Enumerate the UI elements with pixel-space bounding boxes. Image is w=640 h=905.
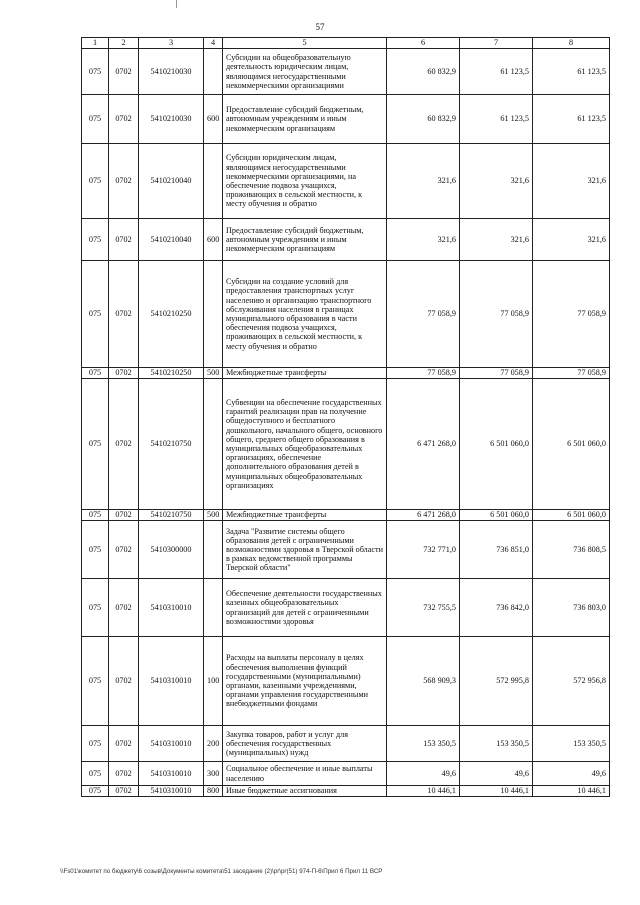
section-code-cell: 0702 — [109, 379, 139, 510]
target-article-cell: 5410210750 — [139, 379, 204, 510]
amount-col8-cell: 6 501 060,0 — [533, 510, 610, 521]
expense-type-cell: 500 — [204, 510, 223, 521]
ministry-code-cell: 075 — [82, 144, 109, 219]
table-row — [82, 144, 610, 219]
section-code-cell: 0702 — [109, 261, 139, 368]
target-article-cell: 5410210040 — [139, 144, 204, 219]
target-article-cell: 5410210040 — [139, 219, 204, 261]
header-cell-5: 5 — [223, 38, 387, 49]
header-cell-1: 1 — [82, 38, 109, 49]
target-article-cell: 5410300000 — [139, 521, 204, 579]
header-cell-8: 8 — [533, 38, 610, 49]
expense-type-cell: 200 — [204, 726, 223, 762]
amount-col6-cell: 6 471 268,0 — [387, 379, 460, 510]
description-cell: Предоставление субсидий бюджетным, автономным учреждениям и иным некоммерческим организациям — [223, 219, 387, 261]
description-cell: Обеспечение деятельности государственных казенных общеобразовательных организаций для детей с ограниченными возможностями здоровья — [223, 579, 387, 637]
description-cell: Субсидии на создание условий для предоставления транспортных услуг населению и организацию транспортного обслуживания населения в границах муниципального образования в части обеспечения подвоза учащихся, проживающих в сельской местности, к месту обучения и обратно — [223, 261, 387, 368]
amount-col6-cell: 10 446,1 — [387, 786, 460, 797]
table-row — [82, 368, 610, 379]
amount-col6-cell: 60 832,9 — [387, 95, 460, 144]
section-code-cell: 0702 — [109, 579, 139, 637]
amount-col6-cell: 732 755,5 — [387, 579, 460, 637]
description-cell: Субсидии юридическим лицам, являющимся негосударственными некоммерческими организациями, на обеспечение подвоза учащихся, проживающих в сельской местности, к месту обучения и обратно — [223, 144, 387, 219]
amount-col7-cell: 572 995,8 — [460, 637, 533, 726]
target-article-cell: 5410210250 — [139, 261, 204, 368]
amount-col7-cell: 6 501 060,0 — [460, 510, 533, 521]
amount-col7-cell: 10 446,1 — [460, 786, 533, 797]
ministry-code-cell: 075 — [82, 261, 109, 368]
amount-col7-cell: 49,6 — [460, 762, 533, 786]
amount-col8-cell: 736 808,5 — [533, 521, 610, 579]
amount-col8-cell: 77 058,9 — [533, 368, 610, 379]
page-number: 57 — [315, 22, 325, 32]
section-code-cell: 0702 — [109, 144, 139, 219]
amount-col7-cell: 77 058,9 — [460, 368, 533, 379]
amount-col7-cell: 61 123,5 — [460, 49, 533, 95]
table-row — [82, 579, 610, 637]
expense-type-cell: 100 — [204, 637, 223, 726]
scan-edge-mark — [176, 0, 177, 8]
section-code-cell: 0702 — [109, 637, 139, 726]
amount-col8-cell: 153 350,5 — [533, 726, 610, 762]
amount-col7-cell: 153 350,5 — [460, 726, 533, 762]
section-code-cell: 0702 — [109, 510, 139, 521]
description-cell: Субвенции на обеспечение государственных гарантий реализации прав на получение общедоступного и бесплатного дошкольного, начального общего, основного общего, среднего общего образования в муниципальных общеобразовательных организациях, обеспечение дополнительного образования детей в муниципальных общеобразовательных организациях — [223, 379, 387, 510]
amount-col8-cell: 572 956,8 — [533, 637, 610, 726]
table-row — [82, 379, 610, 510]
table-row — [82, 219, 610, 261]
header-cell-2: 2 — [109, 38, 139, 49]
table-row — [82, 637, 610, 726]
section-code-cell: 0702 — [109, 726, 139, 762]
amount-col8-cell: 6 501 060,0 — [533, 379, 610, 510]
amount-col8-cell: 321,6 — [533, 144, 610, 219]
target-article-cell: 5410310010 — [139, 579, 204, 637]
table-row — [82, 95, 610, 144]
amount-col8-cell: 321,6 — [533, 219, 610, 261]
amount-col6-cell: 6 471 268,0 — [387, 510, 460, 521]
amount-col6-cell: 732 771,0 — [387, 521, 460, 579]
table-row — [82, 510, 610, 521]
section-code-cell: 0702 — [109, 95, 139, 144]
amount-col7-cell: 6 501 060,0 — [460, 379, 533, 510]
header-cell-3: 3 — [139, 38, 204, 49]
target-article-cell: 5410210030 — [139, 95, 204, 144]
header-cell-7: 7 — [460, 38, 533, 49]
expense-type-cell: 800 — [204, 786, 223, 797]
amount-col6-cell: 321,6 — [387, 144, 460, 219]
description-cell: Межбюджетные трансферты — [223, 368, 387, 379]
target-article-cell: 5410310010 — [139, 762, 204, 786]
amount-col6-cell: 153 350,5 — [387, 726, 460, 762]
target-article-cell: 5410310010 — [139, 637, 204, 726]
ministry-code-cell: 075 — [82, 786, 109, 797]
expense-type-cell — [204, 144, 223, 219]
ministry-code-cell: 075 — [82, 95, 109, 144]
expense-type-cell: 600 — [204, 219, 223, 261]
section-code-cell: 0702 — [109, 521, 139, 579]
amount-col7-cell: 736 851,0 — [460, 521, 533, 579]
header-cell-4: 4 — [204, 38, 223, 49]
section-code-cell: 0702 — [109, 219, 139, 261]
expense-type-cell: 500 — [204, 368, 223, 379]
target-article-cell: 5410310010 — [139, 786, 204, 797]
description-cell: Социальное обеспечение и иные выплаты населению — [223, 762, 387, 786]
ministry-code-cell: 075 — [82, 762, 109, 786]
table-row — [82, 261, 610, 368]
amount-col8-cell: 49,6 — [533, 762, 610, 786]
ministry-code-cell: 075 — [82, 637, 109, 726]
section-code-cell: 0702 — [109, 786, 139, 797]
amount-col6-cell: 49,6 — [387, 762, 460, 786]
table-row — [82, 786, 610, 797]
expense-type-cell — [204, 261, 223, 368]
ministry-code-cell: 075 — [82, 726, 109, 762]
amount-col6-cell: 568 909,3 — [387, 637, 460, 726]
amount-col8-cell: 736 803,0 — [533, 579, 610, 637]
expense-type-cell — [204, 521, 223, 579]
table-row — [82, 726, 610, 762]
table-row — [82, 521, 610, 579]
ministry-code-cell: 075 — [82, 579, 109, 637]
header-row — [82, 38, 610, 49]
description-cell: Межбюджетные трансферты — [223, 510, 387, 521]
amount-col7-cell: 61 123,5 — [460, 95, 533, 144]
section-code-cell: 0702 — [109, 49, 139, 95]
description-cell: Задача "Развитие системы общего образования детей с ограниченными возможностями здоровья в Тверской области в рамках ведомственной программы Тверской области" — [223, 521, 387, 579]
amount-col8-cell: 61 123,5 — [533, 95, 610, 144]
ministry-code-cell: 075 — [82, 368, 109, 379]
target-article-cell: 5410310010 — [139, 726, 204, 762]
ministry-code-cell: 075 — [82, 521, 109, 579]
expense-type-cell — [204, 379, 223, 510]
table-row — [82, 49, 610, 95]
target-article-cell: 5410210750 — [139, 510, 204, 521]
expense-type-cell: 300 — [204, 762, 223, 786]
section-code-cell: 0702 — [109, 762, 139, 786]
description-cell: Предоставление субсидий бюджетным, автономным учреждениям и иным некоммерческим организациям — [223, 95, 387, 144]
target-article-cell: 5410210250 — [139, 368, 204, 379]
amount-col8-cell: 61 123,5 — [533, 49, 610, 95]
target-article-cell: 5410210030 — [139, 49, 204, 95]
amount-col8-cell: 77 058,9 — [533, 261, 610, 368]
description-cell: Иные бюджетные ассигнования — [223, 786, 387, 797]
expense-type-cell — [204, 579, 223, 637]
amount-col8-cell: 10 446,1 — [533, 786, 610, 797]
amount-col7-cell: 321,6 — [460, 219, 533, 261]
section-code-cell: 0702 — [109, 368, 139, 379]
description-cell: Расходы на выплаты персоналу в целях обеспечения выполнения функций государственными (муниципальными) органами, казенными учреждениями, органами управления государственными внебюджетными фондами — [223, 637, 387, 726]
amount-col6-cell: 321,6 — [387, 219, 460, 261]
amount-col6-cell: 77 058,9 — [387, 261, 460, 368]
amount-col6-cell: 77 058,9 — [387, 368, 460, 379]
amount-col7-cell: 736 842,0 — [460, 579, 533, 637]
amount-col7-cell: 321,6 — [460, 144, 533, 219]
table-row — [82, 762, 610, 786]
ministry-code-cell: 075 — [82, 510, 109, 521]
amount-col7-cell: 77 058,9 — [460, 261, 533, 368]
description-cell: Закупка товаров, работ и услуг для обеспечения государственных (муниципальных) нужд — [223, 726, 387, 762]
file-path-footer: \\Fs01\комитет по бюджету\6 созыв\Документы комитета\51 заседание (2)\pr\pr(51) 974-П-6\Прил 6 Прил 11 ВСР — [60, 868, 383, 875]
budget-table — [81, 37, 610, 797]
description-cell: Субсидии на общеобразовательную деятельность юридическим лицам, являющимся негосударственными некоммерческими организациями — [223, 49, 387, 95]
expense-type-cell: 600 — [204, 95, 223, 144]
expense-type-cell — [204, 49, 223, 95]
ministry-code-cell: 075 — [82, 49, 109, 95]
amount-col6-cell: 60 832,9 — [387, 49, 460, 95]
header-cell-6: 6 — [387, 38, 460, 49]
ministry-code-cell: 075 — [82, 219, 109, 261]
ministry-code-cell: 075 — [82, 379, 109, 510]
